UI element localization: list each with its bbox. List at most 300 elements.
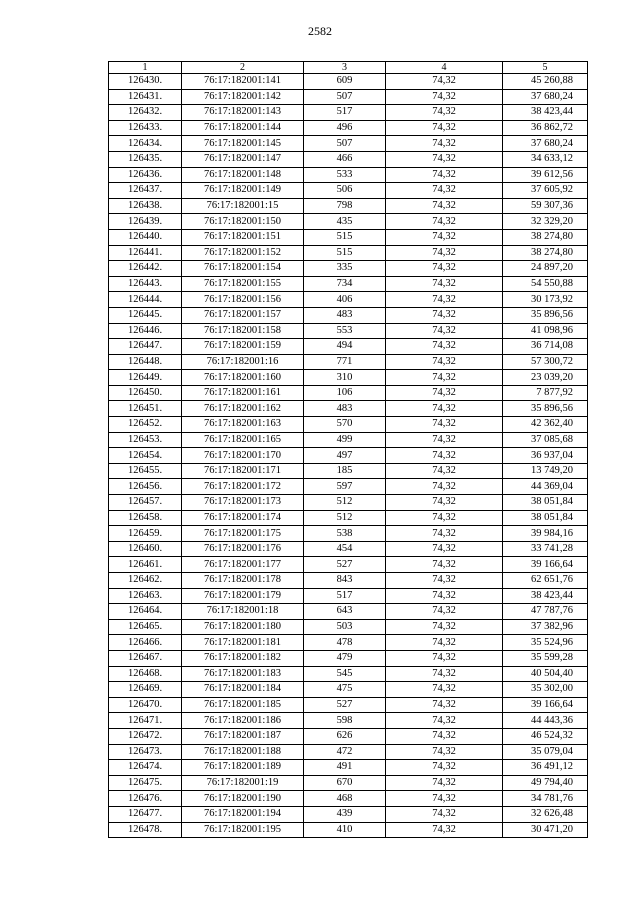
cadastral-number-cell: 76:17:182001:177 bbox=[182, 557, 304, 573]
column-header: 1 bbox=[109, 62, 182, 74]
row-number-cell: 126430. bbox=[109, 74, 182, 90]
row-number-cell: 126449. bbox=[109, 370, 182, 386]
rate-cell: 74,32 bbox=[386, 292, 503, 308]
rate-cell: 74,32 bbox=[386, 339, 503, 355]
table-row bbox=[109, 307, 588, 323]
amount-cell: 35 896,56 bbox=[503, 401, 588, 417]
rate-cell: 74,32 bbox=[386, 495, 503, 511]
row-number-cell: 126447. bbox=[109, 339, 182, 355]
row-number-cell: 126451. bbox=[109, 401, 182, 417]
area-cell: 734 bbox=[304, 276, 386, 292]
table-row bbox=[109, 74, 588, 90]
table-row bbox=[109, 89, 588, 105]
cadastral-number-cell: 76:17:182001:159 bbox=[182, 339, 304, 355]
table-row bbox=[109, 463, 588, 479]
area-cell: 483 bbox=[304, 307, 386, 323]
amount-cell: 37 680,24 bbox=[503, 136, 588, 152]
row-number-cell: 126469. bbox=[109, 682, 182, 698]
rate-cell: 74,32 bbox=[386, 479, 503, 495]
area-cell: 468 bbox=[304, 791, 386, 807]
row-number-cell: 126464. bbox=[109, 604, 182, 620]
rate-cell: 74,32 bbox=[386, 354, 503, 370]
amount-cell: 23 039,20 bbox=[503, 370, 588, 386]
cadastral-number-cell: 76:17:182001:174 bbox=[182, 510, 304, 526]
row-number-cell: 126448. bbox=[109, 354, 182, 370]
cadastral-number-cell: 76:17:182001:189 bbox=[182, 760, 304, 776]
amount-cell: 36 491,12 bbox=[503, 760, 588, 776]
area-cell: 515 bbox=[304, 229, 386, 245]
table-row bbox=[109, 666, 588, 682]
row-number-cell: 126462. bbox=[109, 573, 182, 589]
amount-cell: 40 504,40 bbox=[503, 666, 588, 682]
table-row bbox=[109, 323, 588, 339]
row-number-cell: 126452. bbox=[109, 417, 182, 433]
amount-cell: 37 605,92 bbox=[503, 183, 588, 199]
cadastral-number-cell: 76:17:182001:18 bbox=[182, 604, 304, 620]
amount-cell: 35 896,56 bbox=[503, 307, 588, 323]
area-cell: 626 bbox=[304, 728, 386, 744]
row-number-cell: 126476. bbox=[109, 791, 182, 807]
rate-cell: 74,32 bbox=[386, 276, 503, 292]
rate-cell: 74,32 bbox=[386, 214, 503, 230]
table-row bbox=[109, 354, 588, 370]
row-number-cell: 126459. bbox=[109, 526, 182, 542]
rate-cell: 74,32 bbox=[386, 385, 503, 401]
rate-cell: 74,32 bbox=[386, 557, 503, 573]
row-number-cell: 126441. bbox=[109, 245, 182, 261]
rate-cell: 74,32 bbox=[386, 697, 503, 713]
rate-cell: 74,32 bbox=[386, 229, 503, 245]
amount-cell: 62 651,76 bbox=[503, 573, 588, 589]
amount-cell: 41 098,96 bbox=[503, 323, 588, 339]
amount-cell: 54 550,88 bbox=[503, 276, 588, 292]
table-row bbox=[109, 183, 588, 199]
rate-cell: 74,32 bbox=[386, 167, 503, 183]
table-row bbox=[109, 728, 588, 744]
area-cell: 406 bbox=[304, 292, 386, 308]
rate-cell: 74,32 bbox=[386, 604, 503, 620]
area-cell: 491 bbox=[304, 760, 386, 776]
area-cell: 496 bbox=[304, 120, 386, 136]
area-cell: 771 bbox=[304, 354, 386, 370]
amount-cell: 38 051,84 bbox=[503, 495, 588, 511]
table-row bbox=[109, 510, 588, 526]
row-number-cell: 126434. bbox=[109, 136, 182, 152]
area-cell: 106 bbox=[304, 385, 386, 401]
row-number-cell: 126457. bbox=[109, 495, 182, 511]
cadastral-number-cell: 76:17:182001:144 bbox=[182, 120, 304, 136]
amount-cell: 37 085,68 bbox=[503, 432, 588, 448]
row-number-cell: 126470. bbox=[109, 697, 182, 713]
row-number-cell: 126438. bbox=[109, 198, 182, 214]
area-cell: 479 bbox=[304, 650, 386, 666]
cadastral-number-cell: 76:17:182001:165 bbox=[182, 432, 304, 448]
rate-cell: 74,32 bbox=[386, 775, 503, 791]
table-row bbox=[109, 541, 588, 557]
area-cell: 798 bbox=[304, 198, 386, 214]
amount-cell: 36 862,72 bbox=[503, 120, 588, 136]
cadastral-number-cell: 76:17:182001:163 bbox=[182, 417, 304, 433]
table-row bbox=[109, 151, 588, 167]
rate-cell: 74,32 bbox=[386, 526, 503, 542]
row-number-cell: 126466. bbox=[109, 635, 182, 651]
rate-cell: 74,32 bbox=[386, 105, 503, 121]
rate-cell: 74,32 bbox=[386, 245, 503, 261]
area-cell: 512 bbox=[304, 510, 386, 526]
amount-cell: 44 443,36 bbox=[503, 713, 588, 729]
amount-cell: 59 307,36 bbox=[503, 198, 588, 214]
area-cell: 503 bbox=[304, 619, 386, 635]
cadastral-number-cell: 76:17:182001:161 bbox=[182, 385, 304, 401]
table-row bbox=[109, 292, 588, 308]
table-row bbox=[109, 385, 588, 401]
row-number-cell: 126475. bbox=[109, 775, 182, 791]
row-number-cell: 126431. bbox=[109, 89, 182, 105]
table-row bbox=[109, 713, 588, 729]
table-row bbox=[109, 557, 588, 573]
area-cell: 335 bbox=[304, 261, 386, 277]
rate-cell: 74,32 bbox=[386, 666, 503, 682]
rate-cell: 74,32 bbox=[386, 89, 503, 105]
amount-cell: 13 749,20 bbox=[503, 463, 588, 479]
rate-cell: 74,32 bbox=[386, 791, 503, 807]
row-number-cell: 126440. bbox=[109, 229, 182, 245]
area-cell: 507 bbox=[304, 89, 386, 105]
cadastral-number-cell: 76:17:182001:195 bbox=[182, 822, 304, 838]
cadastral-number-cell: 76:17:182001:190 bbox=[182, 791, 304, 807]
table-row bbox=[109, 697, 588, 713]
rate-cell: 74,32 bbox=[386, 619, 503, 635]
rate-cell: 74,32 bbox=[386, 728, 503, 744]
area-cell: 609 bbox=[304, 74, 386, 90]
area-cell: 570 bbox=[304, 417, 386, 433]
row-number-cell: 126435. bbox=[109, 151, 182, 167]
rate-cell: 74,32 bbox=[386, 74, 503, 90]
cadastral-number-cell: 76:17:182001:160 bbox=[182, 370, 304, 386]
area-cell: 507 bbox=[304, 136, 386, 152]
row-number-cell: 126474. bbox=[109, 760, 182, 776]
table-row bbox=[109, 276, 588, 292]
row-number-cell: 126446. bbox=[109, 323, 182, 339]
cadastral-number-cell: 76:17:182001:143 bbox=[182, 105, 304, 121]
table-row bbox=[109, 479, 588, 495]
table-row bbox=[109, 198, 588, 214]
cadastral-number-cell: 76:17:182001:149 bbox=[182, 183, 304, 199]
cadastral-number-cell: 76:17:182001:180 bbox=[182, 619, 304, 635]
area-cell: 597 bbox=[304, 479, 386, 495]
row-number-cell: 126454. bbox=[109, 448, 182, 464]
rate-cell: 74,32 bbox=[386, 573, 503, 589]
row-number-cell: 126455. bbox=[109, 463, 182, 479]
row-number-cell: 126468. bbox=[109, 666, 182, 682]
rate-cell: 74,32 bbox=[386, 713, 503, 729]
row-number-cell: 126473. bbox=[109, 744, 182, 760]
cadastral-number-cell: 76:17:182001:16 bbox=[182, 354, 304, 370]
area-cell: 439 bbox=[304, 806, 386, 822]
area-cell: 497 bbox=[304, 448, 386, 464]
row-number-cell: 126453. bbox=[109, 432, 182, 448]
cadastral-number-cell: 76:17:182001:158 bbox=[182, 323, 304, 339]
rate-cell: 74,32 bbox=[386, 635, 503, 651]
amount-cell: 39 612,56 bbox=[503, 167, 588, 183]
amount-cell: 46 524,32 bbox=[503, 728, 588, 744]
table-row bbox=[109, 448, 588, 464]
table-row bbox=[109, 167, 588, 183]
rate-cell: 74,32 bbox=[386, 323, 503, 339]
rate-cell: 74,32 bbox=[386, 261, 503, 277]
rate-cell: 74,32 bbox=[386, 183, 503, 199]
rate-cell: 74,32 bbox=[386, 650, 503, 666]
row-number-cell: 126443. bbox=[109, 276, 182, 292]
table-row bbox=[109, 775, 588, 791]
amount-cell: 39 166,64 bbox=[503, 697, 588, 713]
row-number-cell: 126471. bbox=[109, 713, 182, 729]
rate-cell: 74,32 bbox=[386, 588, 503, 604]
rate-cell: 74,32 bbox=[386, 463, 503, 479]
row-number-cell: 126445. bbox=[109, 307, 182, 323]
cadastral-number-cell: 76:17:182001:162 bbox=[182, 401, 304, 417]
area-cell: 517 bbox=[304, 588, 386, 604]
cadastral-number-cell: 76:17:182001:179 bbox=[182, 588, 304, 604]
area-cell: 506 bbox=[304, 183, 386, 199]
amount-cell: 38 423,44 bbox=[503, 588, 588, 604]
amount-cell: 34 781,76 bbox=[503, 791, 588, 807]
table-row bbox=[109, 120, 588, 136]
cadastral-number-cell: 76:17:182001:170 bbox=[182, 448, 304, 464]
cadastral-number-cell: 76:17:182001:171 bbox=[182, 463, 304, 479]
table-row bbox=[109, 136, 588, 152]
amount-cell: 32 626,48 bbox=[503, 806, 588, 822]
area-cell: 454 bbox=[304, 541, 386, 557]
table-body bbox=[109, 62, 588, 838]
area-cell: 472 bbox=[304, 744, 386, 760]
area-cell: 527 bbox=[304, 557, 386, 573]
table-row bbox=[109, 650, 588, 666]
area-cell: 598 bbox=[304, 713, 386, 729]
row-number-cell: 126458. bbox=[109, 510, 182, 526]
amount-cell: 33 741,28 bbox=[503, 541, 588, 557]
table-row bbox=[109, 245, 588, 261]
cadastral-number-cell: 76:17:182001:154 bbox=[182, 261, 304, 277]
row-number-cell: 126478. bbox=[109, 822, 182, 838]
row-number-cell: 126465. bbox=[109, 619, 182, 635]
amount-cell: 39 166,64 bbox=[503, 557, 588, 573]
amount-cell: 37 680,24 bbox=[503, 89, 588, 105]
cadastral-number-cell: 76:17:182001:175 bbox=[182, 526, 304, 542]
cadastral-number-cell: 76:17:182001:145 bbox=[182, 136, 304, 152]
rate-cell: 74,32 bbox=[386, 510, 503, 526]
table-row bbox=[109, 806, 588, 822]
cadastral-number-cell: 76:17:182001:148 bbox=[182, 167, 304, 183]
table-row bbox=[109, 822, 588, 838]
area-cell: 517 bbox=[304, 105, 386, 121]
row-number-cell: 126433. bbox=[109, 120, 182, 136]
amount-cell: 38 274,80 bbox=[503, 229, 588, 245]
row-number-cell: 126460. bbox=[109, 541, 182, 557]
rate-cell: 74,32 bbox=[386, 682, 503, 698]
cadastral-number-cell: 76:17:182001:183 bbox=[182, 666, 304, 682]
row-number-cell: 126444. bbox=[109, 292, 182, 308]
table-row bbox=[109, 261, 588, 277]
amount-cell: 35 302,00 bbox=[503, 682, 588, 698]
rate-cell: 74,32 bbox=[386, 370, 503, 386]
cadastral-number-cell: 76:17:182001:19 bbox=[182, 775, 304, 791]
table-row bbox=[109, 682, 588, 698]
cadastral-number-cell: 76:17:182001:15 bbox=[182, 198, 304, 214]
table-row bbox=[109, 635, 588, 651]
amount-cell: 39 984,16 bbox=[503, 526, 588, 542]
cadastral-number-cell: 76:17:182001:182 bbox=[182, 650, 304, 666]
area-cell: 435 bbox=[304, 214, 386, 230]
rate-cell: 74,32 bbox=[386, 541, 503, 557]
row-number-cell: 126439. bbox=[109, 214, 182, 230]
amount-cell: 7 877,92 bbox=[503, 385, 588, 401]
amount-cell: 44 369,04 bbox=[503, 479, 588, 495]
table-row bbox=[109, 760, 588, 776]
row-number-cell: 126450. bbox=[109, 385, 182, 401]
cadastral-number-cell: 76:17:182001:188 bbox=[182, 744, 304, 760]
amount-cell: 47 787,76 bbox=[503, 604, 588, 620]
row-number-cell: 126437. bbox=[109, 183, 182, 199]
cadastral-number-cell: 76:17:182001:181 bbox=[182, 635, 304, 651]
rate-cell: 74,32 bbox=[386, 822, 503, 838]
area-cell: 499 bbox=[304, 432, 386, 448]
amount-cell: 38 051,84 bbox=[503, 510, 588, 526]
cadastral-number-cell: 76:17:182001:157 bbox=[182, 307, 304, 323]
area-cell: 670 bbox=[304, 775, 386, 791]
table-row bbox=[109, 495, 588, 511]
table-row bbox=[109, 791, 588, 807]
amount-cell: 37 382,96 bbox=[503, 619, 588, 635]
rate-cell: 74,32 bbox=[386, 760, 503, 776]
cadastral-number-cell: 76:17:182001:155 bbox=[182, 276, 304, 292]
amount-cell: 30 471,20 bbox=[503, 822, 588, 838]
cadastral-number-cell: 76:17:182001:176 bbox=[182, 541, 304, 557]
table-row bbox=[109, 214, 588, 230]
area-cell: 310 bbox=[304, 370, 386, 386]
area-cell: 185 bbox=[304, 463, 386, 479]
area-cell: 527 bbox=[304, 697, 386, 713]
area-cell: 515 bbox=[304, 245, 386, 261]
amount-cell: 30 173,92 bbox=[503, 292, 588, 308]
area-cell: 533 bbox=[304, 167, 386, 183]
row-number-cell: 126456. bbox=[109, 479, 182, 495]
area-cell: 553 bbox=[304, 323, 386, 339]
area-cell: 475 bbox=[304, 682, 386, 698]
amount-cell: 36 937,04 bbox=[503, 448, 588, 464]
amount-cell: 35 524,96 bbox=[503, 635, 588, 651]
amount-cell: 24 897,20 bbox=[503, 261, 588, 277]
rate-cell: 74,32 bbox=[386, 417, 503, 433]
area-cell: 478 bbox=[304, 635, 386, 651]
table-row bbox=[109, 105, 588, 121]
cadastral-number-cell: 76:17:182001:141 bbox=[182, 74, 304, 90]
amount-cell: 49 794,40 bbox=[503, 775, 588, 791]
amount-cell: 45 260,88 bbox=[503, 74, 588, 90]
column-header: 2 bbox=[182, 62, 304, 74]
table-row bbox=[109, 432, 588, 448]
cadastral-number-cell: 76:17:182001:152 bbox=[182, 245, 304, 261]
cadastral-number-cell: 76:17:182001:147 bbox=[182, 151, 304, 167]
cadastral-number-cell: 76:17:182001:151 bbox=[182, 229, 304, 245]
page-number: 2582 bbox=[308, 24, 332, 38]
table-row bbox=[109, 370, 588, 386]
area-cell: 483 bbox=[304, 401, 386, 417]
cadastral-number-cell: 76:17:182001:184 bbox=[182, 682, 304, 698]
table-row bbox=[109, 619, 588, 635]
area-cell: 494 bbox=[304, 339, 386, 355]
area-cell: 466 bbox=[304, 151, 386, 167]
rate-cell: 74,32 bbox=[386, 307, 503, 323]
rate-cell: 74,32 bbox=[386, 448, 503, 464]
cadastral-number-cell: 76:17:182001:156 bbox=[182, 292, 304, 308]
column-header: 5 bbox=[503, 62, 588, 74]
cadastral-number-cell: 76:17:182001:142 bbox=[182, 89, 304, 105]
amount-cell: 42 362,40 bbox=[503, 417, 588, 433]
row-number-cell: 126461. bbox=[109, 557, 182, 573]
cadastral-number-cell: 76:17:182001:187 bbox=[182, 728, 304, 744]
data-table bbox=[108, 61, 588, 838]
row-number-cell: 126442. bbox=[109, 261, 182, 277]
row-number-cell: 126463. bbox=[109, 588, 182, 604]
row-number-cell: 126477. bbox=[109, 806, 182, 822]
cadastral-number-cell: 76:17:182001:186 bbox=[182, 713, 304, 729]
area-cell: 512 bbox=[304, 495, 386, 511]
table-row bbox=[109, 588, 588, 604]
area-cell: 643 bbox=[304, 604, 386, 620]
rate-cell: 74,32 bbox=[386, 806, 503, 822]
rate-cell: 74,32 bbox=[386, 136, 503, 152]
area-cell: 843 bbox=[304, 573, 386, 589]
column-header: 4 bbox=[386, 62, 503, 74]
rate-cell: 74,32 bbox=[386, 401, 503, 417]
rate-cell: 74,32 bbox=[386, 120, 503, 136]
row-number-cell: 126436. bbox=[109, 167, 182, 183]
header-row bbox=[109, 62, 588, 74]
table-row bbox=[109, 604, 588, 620]
table-row bbox=[109, 744, 588, 760]
column-header: 3 bbox=[304, 62, 386, 74]
table-row bbox=[109, 573, 588, 589]
amount-cell: 35 079,04 bbox=[503, 744, 588, 760]
rate-cell: 74,32 bbox=[386, 198, 503, 214]
area-cell: 538 bbox=[304, 526, 386, 542]
rate-cell: 74,32 bbox=[386, 744, 503, 760]
amount-cell: 36 714,08 bbox=[503, 339, 588, 355]
amount-cell: 35 599,28 bbox=[503, 650, 588, 666]
row-number-cell: 126472. bbox=[109, 728, 182, 744]
rate-cell: 74,32 bbox=[386, 151, 503, 167]
amount-cell: 32 329,20 bbox=[503, 214, 588, 230]
amount-cell: 38 423,44 bbox=[503, 105, 588, 121]
area-cell: 410 bbox=[304, 822, 386, 838]
cadastral-number-cell: 76:17:182001:173 bbox=[182, 495, 304, 511]
rate-cell: 74,32 bbox=[386, 432, 503, 448]
area-cell: 545 bbox=[304, 666, 386, 682]
cadastral-number-cell: 76:17:182001:150 bbox=[182, 214, 304, 230]
cadastral-number-cell: 76:17:182001:185 bbox=[182, 697, 304, 713]
table-row bbox=[109, 229, 588, 245]
table-row bbox=[109, 526, 588, 542]
table-row bbox=[109, 401, 588, 417]
amount-cell: 57 300,72 bbox=[503, 354, 588, 370]
amount-cell: 38 274,80 bbox=[503, 245, 588, 261]
row-number-cell: 126432. bbox=[109, 105, 182, 121]
cadastral-number-cell: 76:17:182001:194 bbox=[182, 806, 304, 822]
table-row bbox=[109, 417, 588, 433]
amount-cell: 34 633,12 bbox=[503, 151, 588, 167]
row-number-cell: 126467. bbox=[109, 650, 182, 666]
